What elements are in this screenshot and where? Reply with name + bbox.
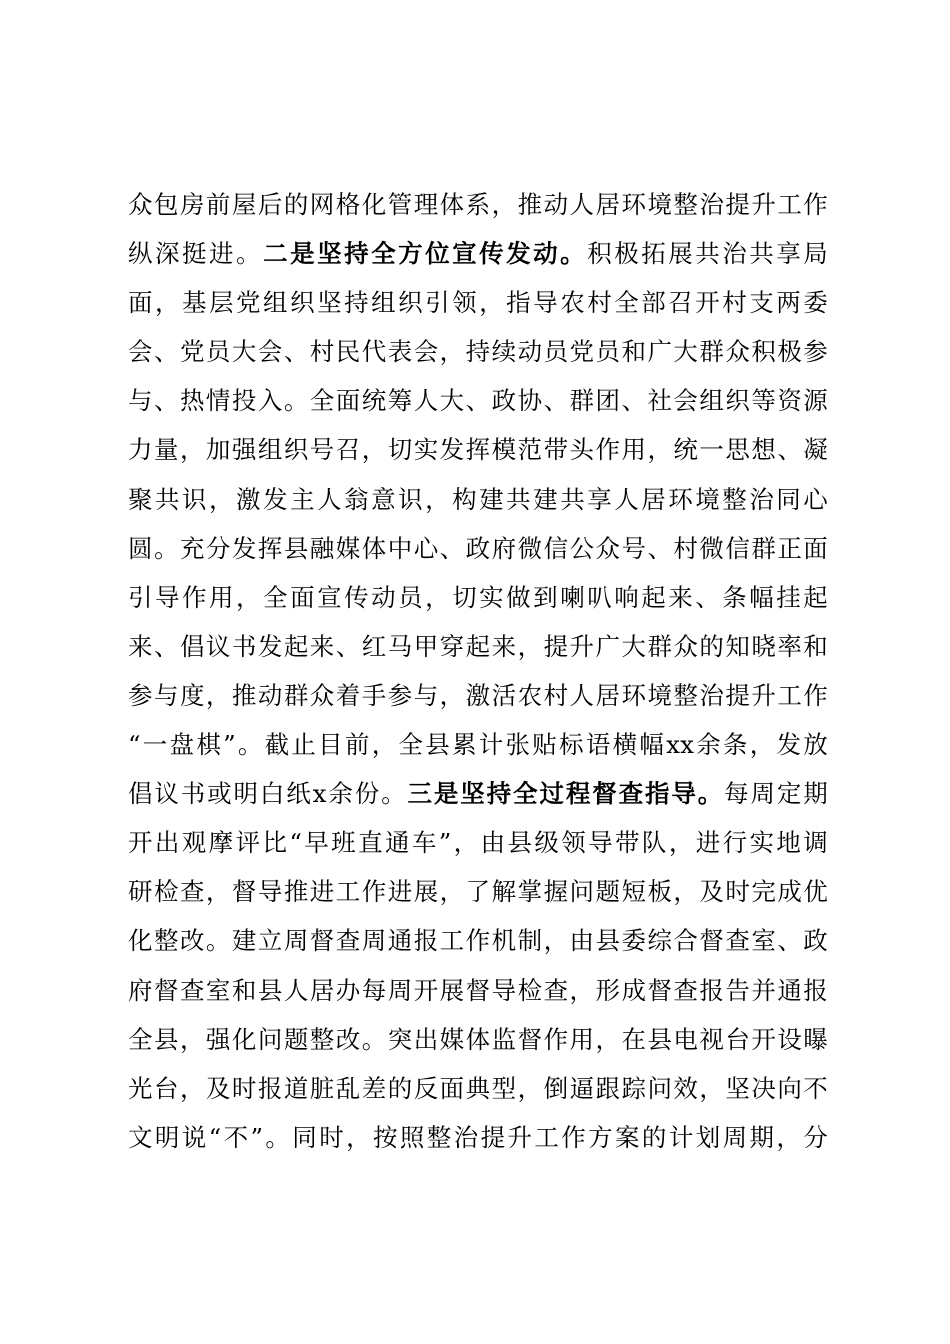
text-run: 每周定期 (724, 779, 828, 809)
text-line: 力量，加强组织号召，切实发挥模范带头作用，统一思想、凝 (128, 435, 828, 465)
text-line: 研检查，督导推进工作进展，了解掌握问题短板，及时完成优 (128, 877, 828, 907)
text-line: 面，基层党组织坚持组织引领，指导农村全部召开村支两委 (128, 288, 828, 318)
text-line: 光台，及时报道脏乱差的反面典型，倒逼跟踪问效，坚决向不 (128, 1073, 828, 1103)
text-line: 聚共识，激发主人翁意识，构建共建共享人居环境整治同心 (128, 484, 828, 514)
text-line: 圆。充分发挥县融媒体中心、政府微信公众号、村微信群正面 (128, 533, 828, 563)
text-line (128, 769, 828, 818)
text-run: 纵深挺进。 (128, 239, 264, 269)
bold-heading-run: 二是坚持全方位宣传发动。 (263, 239, 588, 269)
text-line: 全县，强化问题整改。突出媒体监督作用，在县电视台开设曝 (128, 1024, 828, 1054)
text-line: 开出观摩评比“早班直通车”，由县级领导带队，进行实地调 (128, 828, 828, 858)
text-run: 倡议书或明白纸x余份。 (128, 779, 408, 809)
bold-heading-run: 三是坚持全过程督查指导。 (407, 779, 725, 809)
text-line: 引导作用，全面宣传动员，切实做到喇叭响起来、条幅挂起 (128, 582, 828, 612)
text-line: 化整改。建立周督查周通报工作机制，由县委综合督查室、政 (128, 926, 828, 956)
body-paragraph (128, 180, 828, 1162)
text-line (128, 229, 828, 278)
text-line: “一盘棋”。截止目前，全县累计张贴标语横幅xx余条，发放 (128, 730, 828, 760)
text-line: 府督查室和县人居办每周开展督导检查，形成督查报告并通报 (128, 975, 828, 1005)
text-line: 参与度，推动群众着手参与，激活农村人居环境整治提升工作 (128, 680, 828, 710)
text-line: 会、党员大会、村民代表会，持续动员党员和广大群众积极参 (128, 337, 828, 367)
text-line: 众包房前屋后的网格化管理体系，推动人居环境整治提升工作 (128, 190, 828, 219)
text-line: 与、热情投入。全面统筹人大、政协、群团、社会组织等资源 (128, 386, 828, 416)
text-line: 文明说“不”。同时，按照整治提升工作方案的计划周期，分 (128, 1122, 828, 1152)
text-line: 来、倡议书发起来、红马甲穿起来，提升广大群众的知晓率和 (128, 631, 828, 661)
text-run: 积极拓展共治共享局 (587, 239, 828, 269)
